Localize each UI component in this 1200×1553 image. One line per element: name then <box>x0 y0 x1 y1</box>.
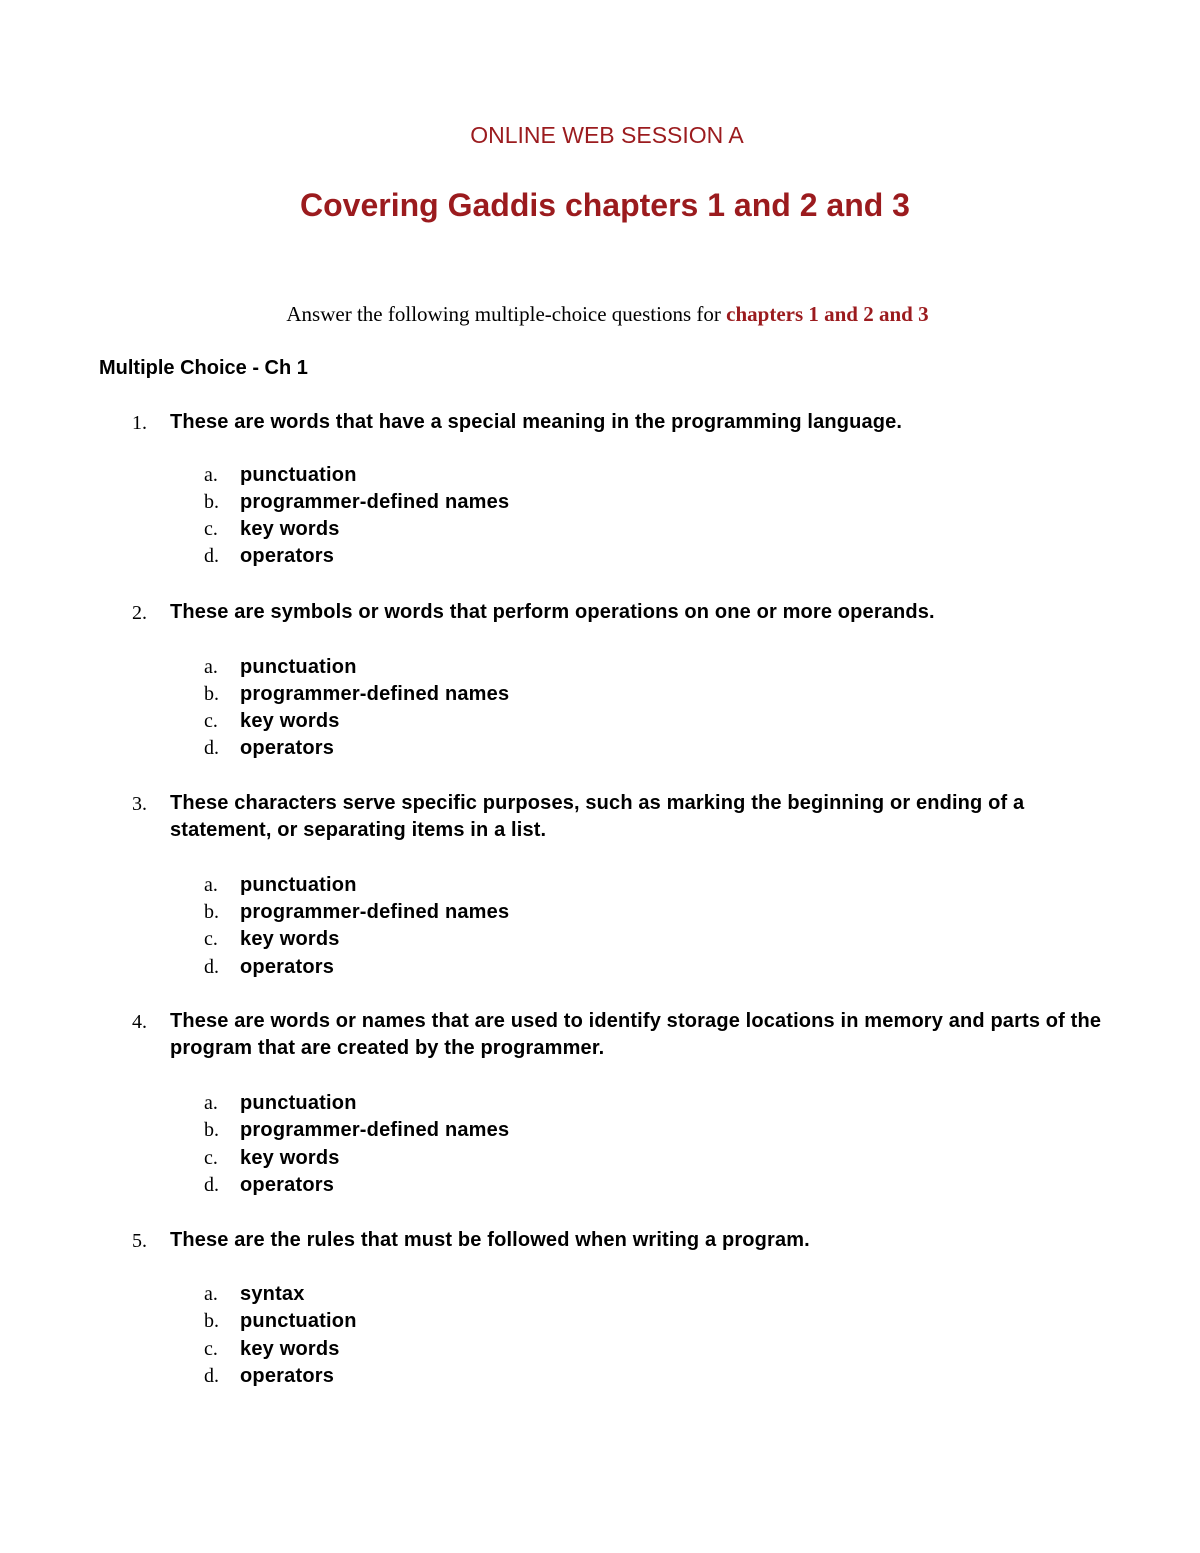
question-number: 2. <box>132 602 147 624</box>
option-letter: c. <box>204 518 218 540</box>
option-letter: c. <box>204 928 218 950</box>
question-text: These are symbols or words that perform operations on one or more operands. <box>170 601 935 623</box>
question-text: These characters serve specific purposes, such as marking the beginning or ending of a statement, or separating items in a list. <box>170 792 1025 841</box>
option-text: key words <box>240 1338 340 1360</box>
option-letter: d. <box>204 737 219 759</box>
option-text: programmer-defined names <box>240 901 510 923</box>
option-text: operators <box>240 956 335 978</box>
option-text: syntax <box>240 1283 305 1305</box>
answer-option[interactable] <box>0 954 700 981</box>
answer-option[interactable] <box>0 899 700 926</box>
page-title: Covering Gaddis chapters 1 and 2 and 3 <box>300 187 910 223</box>
answer-option[interactable] <box>0 516 700 543</box>
question-number: 3. <box>132 793 147 815</box>
option-text: operators <box>240 1174 335 1196</box>
option-letter: d. <box>204 1174 219 1196</box>
answer-option[interactable] <box>0 462 700 489</box>
option-text: key words <box>240 518 340 540</box>
option-text: punctuation <box>240 656 357 678</box>
answer-option[interactable] <box>0 654 700 681</box>
option-letter: a. <box>204 656 218 678</box>
option-letter: a. <box>204 1092 218 1114</box>
question-number: 5. <box>132 1230 147 1252</box>
option-letter: d. <box>204 956 219 978</box>
instructions <box>0 299 1200 329</box>
option-text: programmer-defined names <box>240 683 510 705</box>
option-text: key words <box>240 928 340 950</box>
answer-option[interactable] <box>0 1308 700 1335</box>
answer-option[interactable] <box>0 1145 700 1172</box>
answer-option[interactable] <box>0 872 700 899</box>
question-text: These are words or names that are used to identify storage locations in memory and parts of the program that are created by the programmer. <box>170 1010 1102 1059</box>
option-text: key words <box>240 710 340 732</box>
instructions-highlight: chapters 1 and 2 and 3 <box>726 302 929 326</box>
question-text: These are the rules that must be followed when writing a program. <box>170 1229 810 1251</box>
answer-option[interactable] <box>0 543 700 570</box>
option-text: punctuation <box>240 1092 357 1114</box>
option-letter: b. <box>204 1310 219 1332</box>
option-letter: b. <box>204 901 219 923</box>
answer-option[interactable] <box>0 1336 700 1363</box>
answer-option[interactable] <box>0 1281 700 1308</box>
session-title: ONLINE WEB SESSION A <box>470 122 744 148</box>
answer-option[interactable] <box>0 1172 700 1199</box>
option-text: operators <box>240 545 335 567</box>
question-text: These are words that have a special meaning in the programming language. <box>170 411 903 433</box>
answer-option[interactable] <box>0 681 700 708</box>
answer-option[interactable] <box>0 1363 700 1390</box>
option-text: punctuation <box>240 1310 357 1332</box>
option-text: punctuation <box>240 874 357 896</box>
answer-option[interactable] <box>0 1117 700 1144</box>
option-text: programmer-defined names <box>240 491 510 513</box>
answer-option[interactable] <box>0 1090 700 1117</box>
question-number: 1. <box>132 412 147 434</box>
option-letter: d. <box>204 545 219 567</box>
option-letter: a. <box>204 874 218 896</box>
option-letter: c. <box>204 1338 218 1360</box>
answer-option[interactable] <box>0 708 700 735</box>
option-text: key words <box>240 1147 340 1169</box>
answer-option[interactable] <box>0 926 700 953</box>
answer-option[interactable] <box>0 489 700 516</box>
option-letter: a. <box>204 464 218 486</box>
option-letter: b. <box>204 683 219 705</box>
answer-option[interactable] <box>0 735 700 762</box>
section-heading: Multiple Choice - Ch 1 <box>99 357 308 379</box>
option-letter: c. <box>204 1147 218 1169</box>
question-number: 4. <box>132 1011 147 1033</box>
option-letter: c. <box>204 710 218 732</box>
option-text: operators <box>240 737 335 759</box>
option-text: programmer-defined names <box>240 1119 510 1141</box>
option-text: punctuation <box>240 464 357 486</box>
option-letter: d. <box>204 1365 219 1387</box>
option-letter: b. <box>204 1119 219 1141</box>
option-text: operators <box>240 1365 335 1387</box>
instructions-text: Answer the following multiple-choice questions for <box>286 302 727 326</box>
option-letter: a. <box>204 1283 218 1305</box>
option-letter: b. <box>204 491 219 513</box>
